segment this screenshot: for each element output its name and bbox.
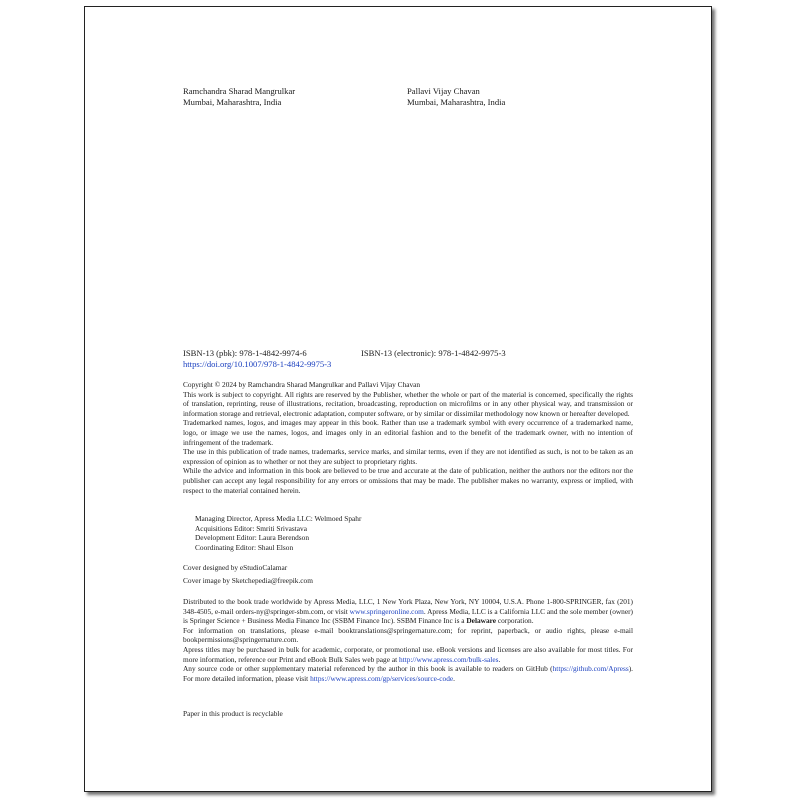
bulk-sales-paragraph: Apress titles may be purchased in bulk for academic, corporate, or promotional use. eBook versions and licenses are also available for most titles. For more information, reference our Print and eBook Bulk Sales web page at http://www.apress.com/bulk-sales. [183, 644, 633, 664]
isbn-electronic: ISBN-13 (electronic): 978-1-4842-9975-3 [361, 348, 506, 358]
author-name: Ramchandra Sharad Mangrulkar [183, 86, 296, 96]
bulk-sales-link[interactable]: http://www.apress.com/bulk-sales [398, 654, 499, 664]
github-link[interactable]: https://github.com/Apress [552, 664, 629, 674]
cover-image-credit: Cover image by Sketchepedia@freepik.com [183, 576, 313, 585]
author-location: Mumbai, Maharashtra, India [407, 97, 506, 107]
copyright-line: Copyright © 2024 by Ramchandra Sharad Mangrulkar and Pallavi Vijay Chavan [183, 380, 421, 389]
credit-acquisitions-editor: Acquisitions Editor: Smriti Srivastava [195, 523, 307, 533]
delaware-bold: Delaware [466, 616, 497, 626]
distribution-paragraph: Distributed to the book trade worldwide by Apress Media, LLC, 1 New York Plaza, New York, NY 10004, U.S.A. Phone 1-800-SPRINGER, fax (201) 348-4505, e-mail orders-ny@springer-sbm.com, or visit www.springeronline.com. Apress Media, LLC is a California LLC and the sole member (owner) is Springer Science + Business Media Finance Inc (SSBM Finance Inc). SSBM Finance Inc is a Delaware corporation. [183, 597, 633, 626]
author-block-1 [183, 86, 295, 108]
copyright-paragraph: This work is subject to copyright. All rights are reserved by the Publisher, whether the whole or part of the material is concerned, specifically the rights of translation, reprinting, reuse of illustrations, recitation, broadcasting, reproduction on microfilms or in any other physical way, and transmission or information storage and retrieval, electronic adaptation, computer software, or by similar or dissimilar methodology now known or hereafter developed. [183, 389, 633, 418]
disclaimer-paragraph: While the advice and information in this book are believed to be true and accurate at the date of publication, neither the authors nor the editors nor the publisher can accept any legal responsibility for any errors or omissions that may be made. The publisher makes no warranty, express or implied, with respect to the material contained herein. [183, 466, 633, 495]
document-page [84, 6, 712, 792]
credits-block [195, 514, 361, 552]
translations-paragraph: For information on translations, please e-mail booktranslations@springernature.com; for reprint, paperback, or audio rights, please e-mail bookpermissions@springernature.com. [183, 625, 633, 645]
source-code-link[interactable]: https://www.apress.com/gp/services/source-code [310, 673, 454, 683]
author-name: Pallavi Vijay Chavan [407, 86, 480, 96]
author-block-2 [407, 86, 505, 108]
paper-note: Paper in this product is recyclable [183, 709, 283, 718]
source-code-paragraph: Any source code or other supplementary material referenced by the author in this book is available to readers on GitHub (https://github.com/Apress). For more detailed information, please visit https://www.apress.com/gp/services/source-code. [183, 664, 633, 683]
copyright-block [183, 380, 633, 495]
trademark-paragraph: Trademarked names, logos, and images may appear in this book. Rather than use a trademark symbol with every occurrence of a trademarked name, logo, or image we use the names, logos, and images only in an editorial fashion and to the benefit of the trademark owner, with no intention of infringement of the trademark. [183, 418, 633, 447]
credit-managing-director: Managing Director, Apress Media LLC: Welmoed Spahr [195, 514, 362, 523]
isbn-pbk: ISBN-13 (pbk): 978-1-4842-9974-6 [183, 348, 307, 358]
credit-development-editor: Development Editor: Laura Berendson [195, 533, 309, 543]
cover-design-credit: Cover designed by eStudioCalamar [183, 563, 288, 572]
doi-link[interactable]: https://doi.org/10.1007/978-1-4842-9975-3 [183, 359, 332, 369]
credit-coordinating-editor: Coordinating Editor: Shaul Elson [195, 542, 294, 552]
author-location: Mumbai, Maharashtra, India [183, 97, 282, 107]
trade-names-paragraph: The use in this publication of trade names, trademarks, service marks, and similar terms, even if they are not identified as such, is not to be taken as an expression of opinion as to whether or not they are subject to proprietary rights. [183, 447, 633, 466]
distribution-block [183, 597, 633, 683]
springeronline-link[interactable]: www.springeronline.com [349, 606, 424, 616]
